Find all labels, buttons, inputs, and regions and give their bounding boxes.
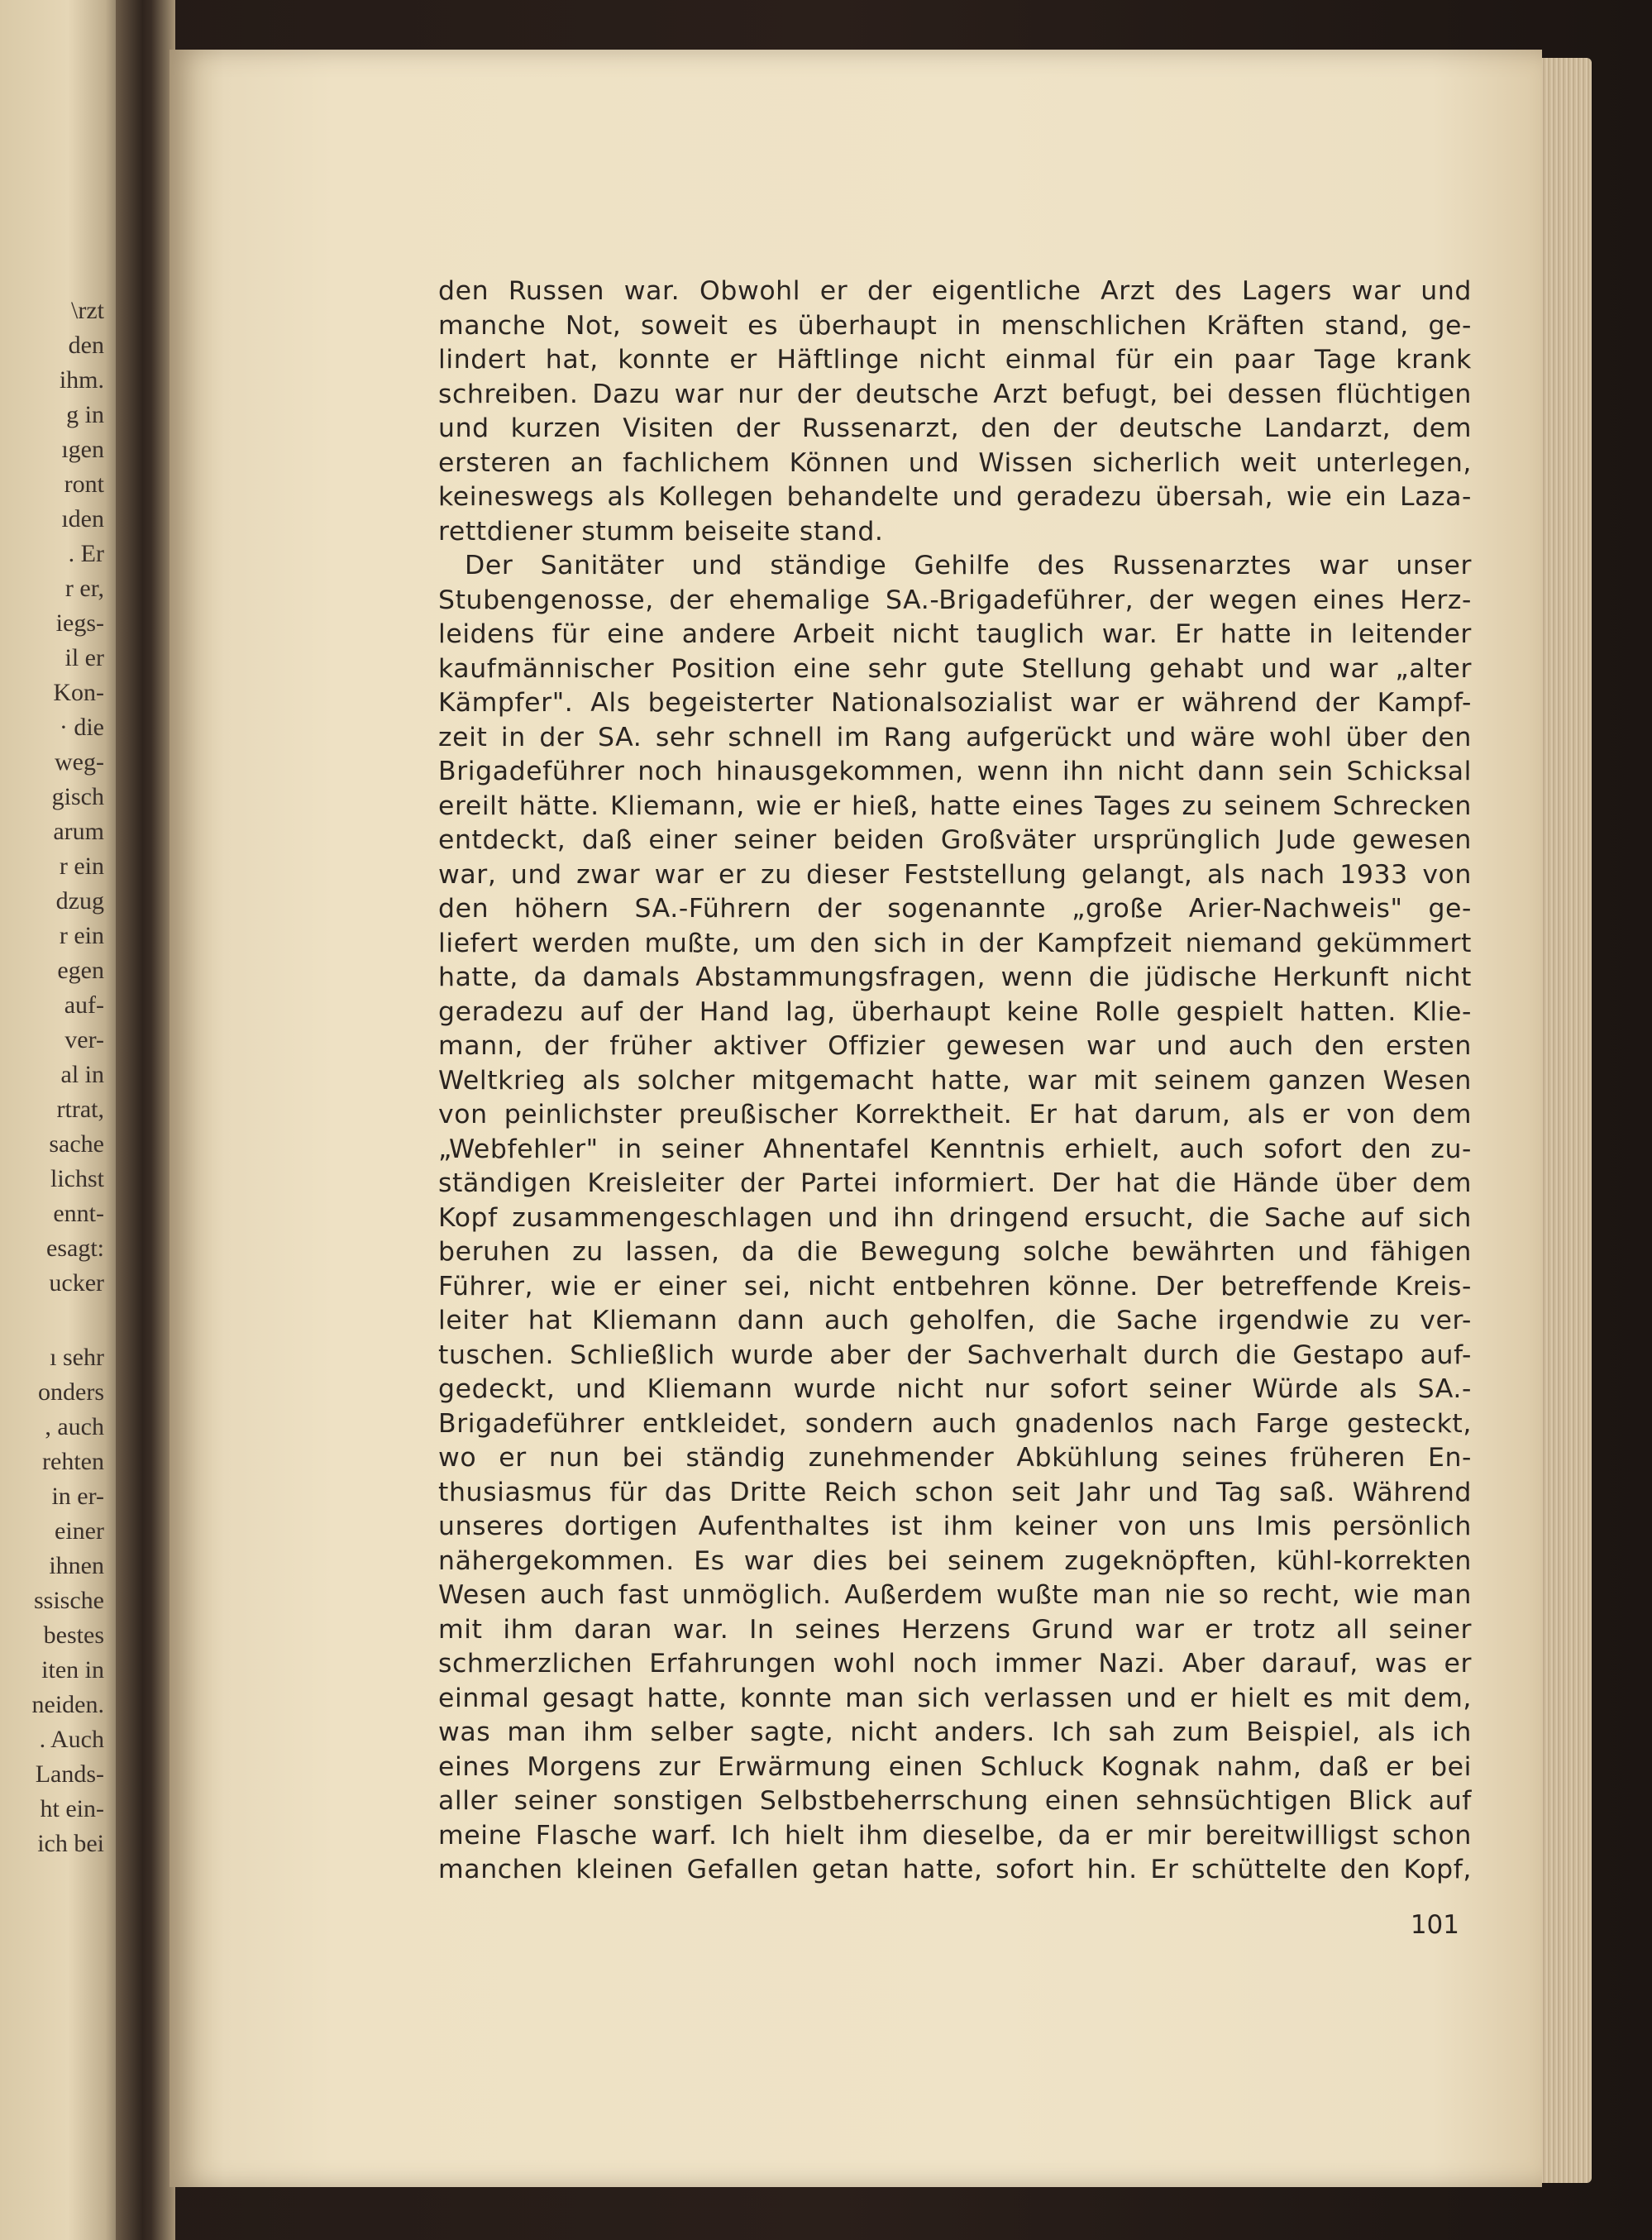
text-line: Wesen auch fast unmöglich. Außerdem wußte man nie so recht, wie man [438,1580,1472,1610]
left-page-fragment: . Er [68,540,104,567]
text-line: liefert werden mußte, um den sich in der Kampfzeit niemand gekümmert [438,928,1472,958]
left-page-fragment: g in [66,401,104,428]
text-line: gedeckt, und Kliemann wurde nicht nur sofort seiner Würde als SA.- [438,1374,1472,1404]
text-line: ereilt hätte. Kliemann, wie er hieß, hatte eines Tages zu seinem Schrecken [438,790,1472,821]
text-line: leiter hat Kliemann dann auch geholfen, die Sache irgendwie zu ver- [438,1306,1472,1335]
left-page-fragment: r ein [59,853,104,880]
text-line: wo er nun bei ständig zunehmender Abkühlung seines früheren En- [438,1443,1472,1473]
text-line: Kämpfer". Als begeisterter Nationalsozialist war er während der Kampf- [438,688,1472,718]
text-line: Kopf zusammengeschlagen und ihn dringend ersucht, die Sache auf sich [438,1202,1472,1233]
text-line: eines Morgens zur Erwärmung einen Schluck Kognak nahm, daß er bei [438,1751,1472,1782]
text-line: mann, der früher aktiver Offizier gewesen war und auch den ersten [438,1031,1472,1061]
text-line: „Webfehler" in seiner Ahnentafel Kenntnis erhielt, auch sofort den zu- [438,1134,1472,1164]
left-page-fragment: weg- [55,748,104,776]
text-line: Der Sanitäter und ständige Gehilfe des Russenarztes war unser [465,551,1472,580]
left-page-fragment: iten in [41,1656,104,1684]
left-page-fragment: den [68,332,104,359]
text-line: meine Flasche warf. Ich hielt ihm dieselbe, da er mir bereitwilligst schon [438,1820,1472,1851]
text-line: den Russen war. Obwohl er der eigentliche Arzt des Lagers war und [438,276,1472,306]
left-page-fragment: ucker [49,1269,104,1297]
text-line: aller seiner sonstigen Selbstbeherrschung einen sehnsüchtigen Blick auf [438,1786,1472,1816]
left-page-fragment: r er, [64,575,104,602]
text-line: hatte, da damals Abstammungsfragen, wenn die jüdische Herkunft nicht [438,962,1472,992]
left-page-fragment: sache [49,1130,104,1158]
text-line: thusiasmus für das Dritte Reich schon seit Jahr und Tag saß. Während [438,1477,1472,1507]
text-line: einmal gesagt hatte, konnte man sich verlassen und er hielt es mit dem, [438,1683,1472,1713]
text-line: den höhern SA.-Führern der sogenannte „große Arier-Nachweis" ge- [438,894,1472,924]
text-line: ständigen Kreisleiter der Partei informiert. Der hat die Hände über dem [438,1168,1472,1198]
left-page-fragment: ront [64,470,104,498]
left-facing-page [0,0,124,2240]
text-line: unseres dortigen Aufenthaltes ist ihm keiner von uns Imis persönlich [438,1512,1472,1541]
left-page-fragment: Kon- [53,679,104,706]
text-line: schreiben. Dazu war nur der deutsche Arzt befugt, bei dessen flüchtigen [438,379,1472,409]
left-page-fragment: iegs- [55,609,104,637]
left-page-fragment: ihm. [59,366,104,394]
left-page-fragment: onders [38,1378,104,1406]
text-line: manchen kleinen Gefallen getan hatte, sofort hin. Er schüttelte den Kopf, [438,1855,1472,1884]
left-page-fragment: ver- [64,1026,104,1053]
text-line: Weltkrieg als solcher mitgemacht hatte, war mit seinem ganzen Wesen [438,1065,1472,1096]
left-page-fragment: bestes [43,1621,104,1649]
text-line: nähergekommen. Es war dies bei seinem zugeknöpften, kühl-korrekten [438,1545,1472,1576]
left-page-fragment: ıden [61,505,104,533]
left-page-fragment: egen [57,957,104,984]
left-page-fragment: ssische [34,1587,104,1614]
left-page-fragment: ı sehr [50,1344,104,1371]
left-page-fragment: ich bei [37,1830,104,1857]
left-page-fragment: esagt: [46,1235,104,1262]
text-line: Stubengenosse, der ehemalige SA.-Brigadeführer, der wegen eines Herz- [438,585,1472,615]
text-line: Brigadeführer entkleidet, sondern auch gnadenlos nach Farge gesteckt, [438,1408,1472,1439]
left-page-fragment: auf- [64,991,104,1019]
text-line: keineswegs als Kollegen behandelte und geradezu übersah, wie ein Laza- [438,482,1472,512]
text-line: beruhen zu lassen, da die Bewegung solche bewährten und fähigen [438,1237,1472,1267]
text-line: Führer, wie er einer sei, nicht entbehren könne. Der betreffende Kreis- [438,1271,1472,1301]
text-line: zeit in der SA. sehr schnell im Rang aufgerückt und wäre wohl über den [438,722,1472,752]
left-page-fragment: gisch [51,783,104,810]
text-line: rettdiener stumm beiseite stand. [438,516,884,547]
left-page-paragraph-gap [0,1301,116,1340]
text-line: manche Not, soweit es überhaupt in menschlichen Kräften stand, ge- [438,310,1472,341]
text-line: von peinlichster preußischer Korrektheit. Er hat darum, als er von dem [438,1100,1472,1130]
left-page-fragment: einer [55,1517,104,1545]
left-page-fragment: lichst [50,1165,104,1192]
left-page-fragment: ht ein- [40,1795,104,1822]
text-line: was man ihm selber sagte, nicht anders. Ich sah zum Beispiel, als ich [438,1717,1472,1747]
text-line: war, und zwar war er zu dieser Feststellung gelangt, als nach 1933 von [438,859,1472,890]
text-line: und kurzen Visiten der Russenarzt, den der deutsche Landarzt, dem [438,413,1472,443]
left-page-text-fragments [0,294,116,1861]
page-number: 101 [1410,1910,1459,1940]
left-page-fragment: Lands- [35,1760,104,1788]
text-line: entdeckt, daß einer seiner beiden Großväter ursprünglich Jude gewesen [438,825,1472,855]
text-line: Brigadeführer noch hinausgekommen, wenn ihn nicht dann sein Schicksal [438,757,1472,786]
text-line: schmerzlichen Erfahrungen wohl noch immer Nazi. Aber darauf, was er [438,1649,1472,1679]
text-line: leidens für eine andere Arbeit nicht tauglich war. Er hatte in leitender [438,619,1472,649]
left-page-fragment: . Auch [39,1726,104,1753]
book-gutter [116,0,175,2240]
left-page-fragment: ıgen [61,436,104,463]
text-line: ersteren an fachlichem Können und Wissen sicherlich weit unterlegen, [438,447,1472,478]
left-page-fragment: neiden. [31,1691,104,1718]
body-text [438,275,1472,1888]
text-line: tuschen. Schließlich wurde aber der Sachverhalt durch die Gestapo auf- [438,1340,1472,1370]
left-page-fragment: \rzt [71,297,104,324]
left-page-fragment: ihnen [49,1552,104,1579]
left-page-fragment: ennt- [53,1200,104,1227]
text-line: mit ihm daran war. In seines Herzens Grund war er trotz all seiner [438,1614,1472,1645]
left-page-fragment: in er- [51,1483,104,1510]
text-line: lindert hat, konnte er Häftlinge nicht einmal für ein paar Tage krank [438,345,1472,375]
left-page-fragment: r ein [59,922,104,949]
left-page-fragment: rtrat, [56,1096,104,1123]
left-page-fragment: , auch [45,1413,104,1440]
left-page-fragment: rehten [42,1448,104,1475]
left-page-fragment: il er [64,644,104,671]
left-page-fragment: arum [53,818,104,845]
left-page-fragment: al in [60,1061,104,1088]
text-line: geradezu auf der Hand lag, überhaupt keine Rolle gespielt hatten. Klie- [438,996,1472,1027]
text-line: kaufmännischer Position eine sehr gute Stellung gehabt und war „alter [438,653,1472,684]
right-page [169,50,1542,2187]
left-page-fragment: dzug [55,887,104,915]
left-page-fragment: · die [59,714,104,741]
